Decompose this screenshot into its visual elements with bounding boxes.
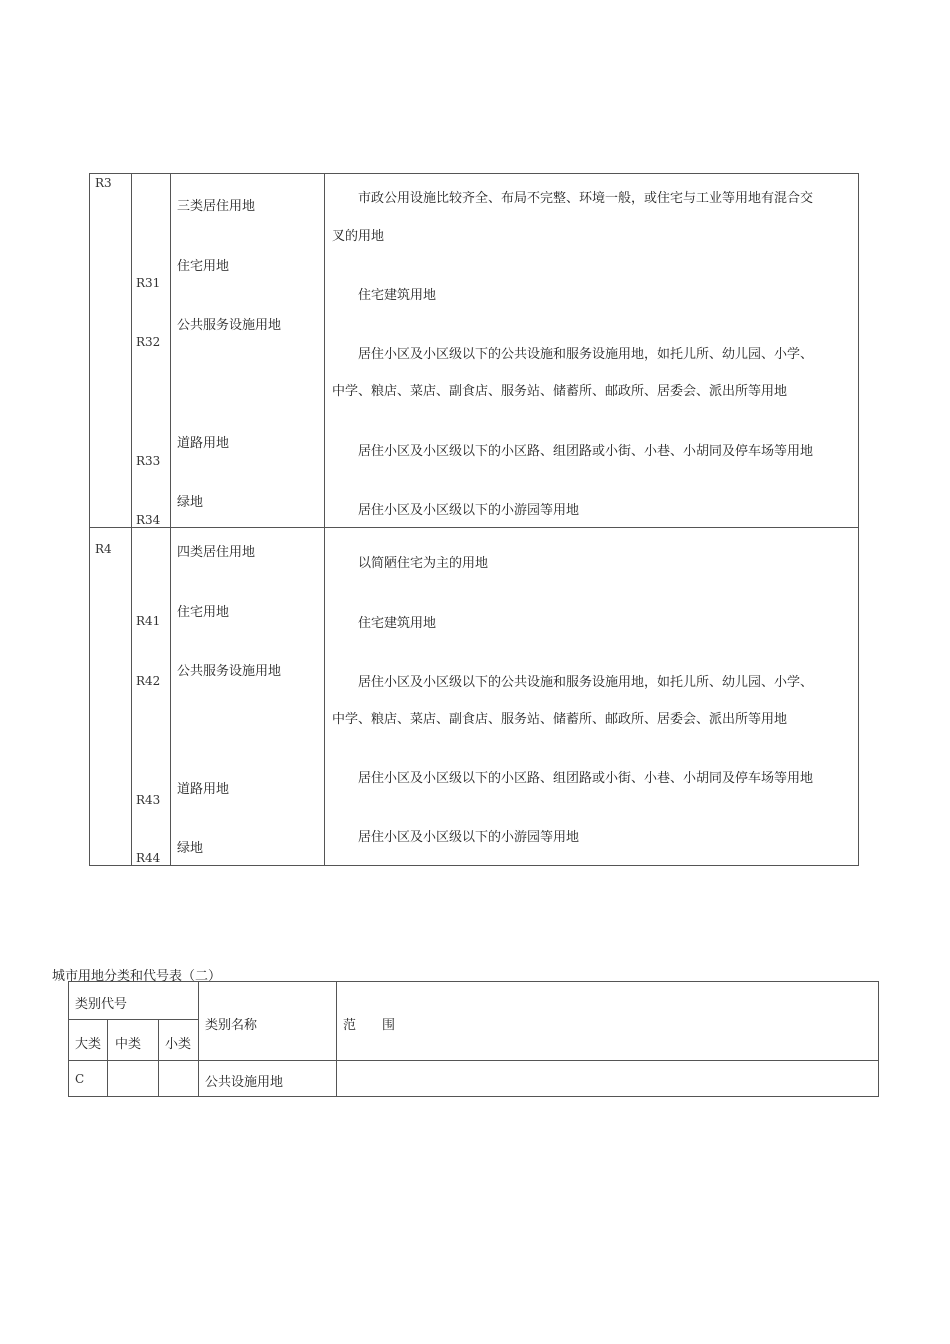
sub-code-r31: R31 <box>136 276 161 290</box>
sub-name-r32: 公共服务设施用地 <box>177 318 282 333</box>
table2-border-left <box>68 981 69 1097</box>
table2-header-bottom <box>68 1060 879 1061</box>
category-desc-r3-line2: 叉的用地 <box>332 229 385 244</box>
table-caption: 城市用地分类和代号表（二） <box>52 969 222 984</box>
table2-border-right <box>878 981 879 1097</box>
sub-code-r34: R34 <box>136 513 161 527</box>
sub-code-r32: R32 <box>136 335 161 349</box>
sub-code-r42: R42 <box>136 674 161 688</box>
table-divider-r3-r4 <box>89 527 859 528</box>
sub-code-r33: R33 <box>136 454 161 468</box>
major-code-r4: R4 <box>95 542 112 556</box>
sub-desc-r43: 居住小区及小区级以下的小区路、组团路或小街、小巷、小胡同及停车场等用地 <box>358 771 814 786</box>
table2-col-code-name <box>198 981 199 1097</box>
table2-col-major-medium <box>107 1019 108 1097</box>
header-scope: 范 围 <box>343 1018 396 1033</box>
sub-name-r41: 住宅用地 <box>177 605 230 620</box>
header-code-group: 类别代号 <box>75 997 128 1012</box>
row-category-name: 公共设施用地 <box>205 1075 284 1090</box>
category-name-r3: 三类居住用地 <box>177 199 256 214</box>
sub-desc-r44: 居住小区及小区级以下的小游园等用地 <box>358 830 580 845</box>
category-desc-r3-line1: 市政公用设施比较齐全、布局不完整、环境一般，或住宅与工业等用地有混合交 <box>358 191 814 206</box>
sub-desc-r34: 居住小区及小区级以下的小游园等用地 <box>358 503 580 518</box>
sub-name-r44: 绿地 <box>177 841 204 856</box>
table2-border-bottom <box>68 1096 879 1097</box>
column-divider-major <box>131 173 132 866</box>
column-divider-name <box>324 173 325 866</box>
sub-name-r34: 绿地 <box>177 495 204 510</box>
sub-code-r41: R41 <box>136 614 161 628</box>
table-border-bottom <box>89 865 859 866</box>
header-major: 大类 <box>75 1037 102 1052</box>
sub-desc-r42-line1: 居住小区及小区级以下的公共设施和服务设施用地，如托儿所、幼儿园、小学、 <box>358 675 814 690</box>
major-code-r3: R3 <box>95 176 112 190</box>
table-border-left <box>89 173 90 866</box>
sub-name-r42: 公共服务设施用地 <box>177 664 282 679</box>
sub-name-r43: 道路用地 <box>177 782 230 797</box>
table2-col-name-scope <box>336 981 337 1097</box>
row-major-code: C <box>75 1072 85 1086</box>
header-medium: 中类 <box>115 1037 142 1052</box>
sub-desc-r42-line2: 中学、粮店、菜店、副食店、服务站、储蓄所、邮政所、居委会、派出所等用地 <box>332 712 788 727</box>
table-border-top <box>89 173 859 174</box>
table2-border-top <box>68 981 879 982</box>
table2-col-medium-minor <box>158 1019 159 1097</box>
header-name: 类别名称 <box>205 1018 258 1033</box>
sub-code-r44: R44 <box>136 851 161 865</box>
column-divider-medium <box>170 173 171 866</box>
sub-desc-r32-line1: 居住小区及小区级以下的公共设施和服务设施用地，如托儿所、幼儿园、小学、 <box>358 347 814 362</box>
sub-name-r31: 住宅用地 <box>177 259 230 274</box>
table2-subheader-line <box>68 1019 198 1020</box>
sub-desc-r41: 住宅建筑用地 <box>358 616 437 631</box>
table-border-right <box>858 173 859 866</box>
header-minor: 小类 <box>165 1037 192 1052</box>
sub-name-r33: 道路用地 <box>177 436 230 451</box>
sub-desc-r33: 居住小区及小区级以下的小区路、组团路或小街、小巷、小胡同及停车场等用地 <box>358 444 814 459</box>
category-desc-r4: 以简陋住宅为主的用地 <box>358 556 489 571</box>
sub-desc-r32-line2: 中学、粮店、菜店、副食店、服务站、储蓄所、邮政所、居委会、派出所等用地 <box>332 384 788 399</box>
sub-desc-r31: 住宅建筑用地 <box>358 288 437 303</box>
sub-code-r43: R43 <box>136 793 161 807</box>
category-name-r4: 四类居住用地 <box>177 545 256 560</box>
